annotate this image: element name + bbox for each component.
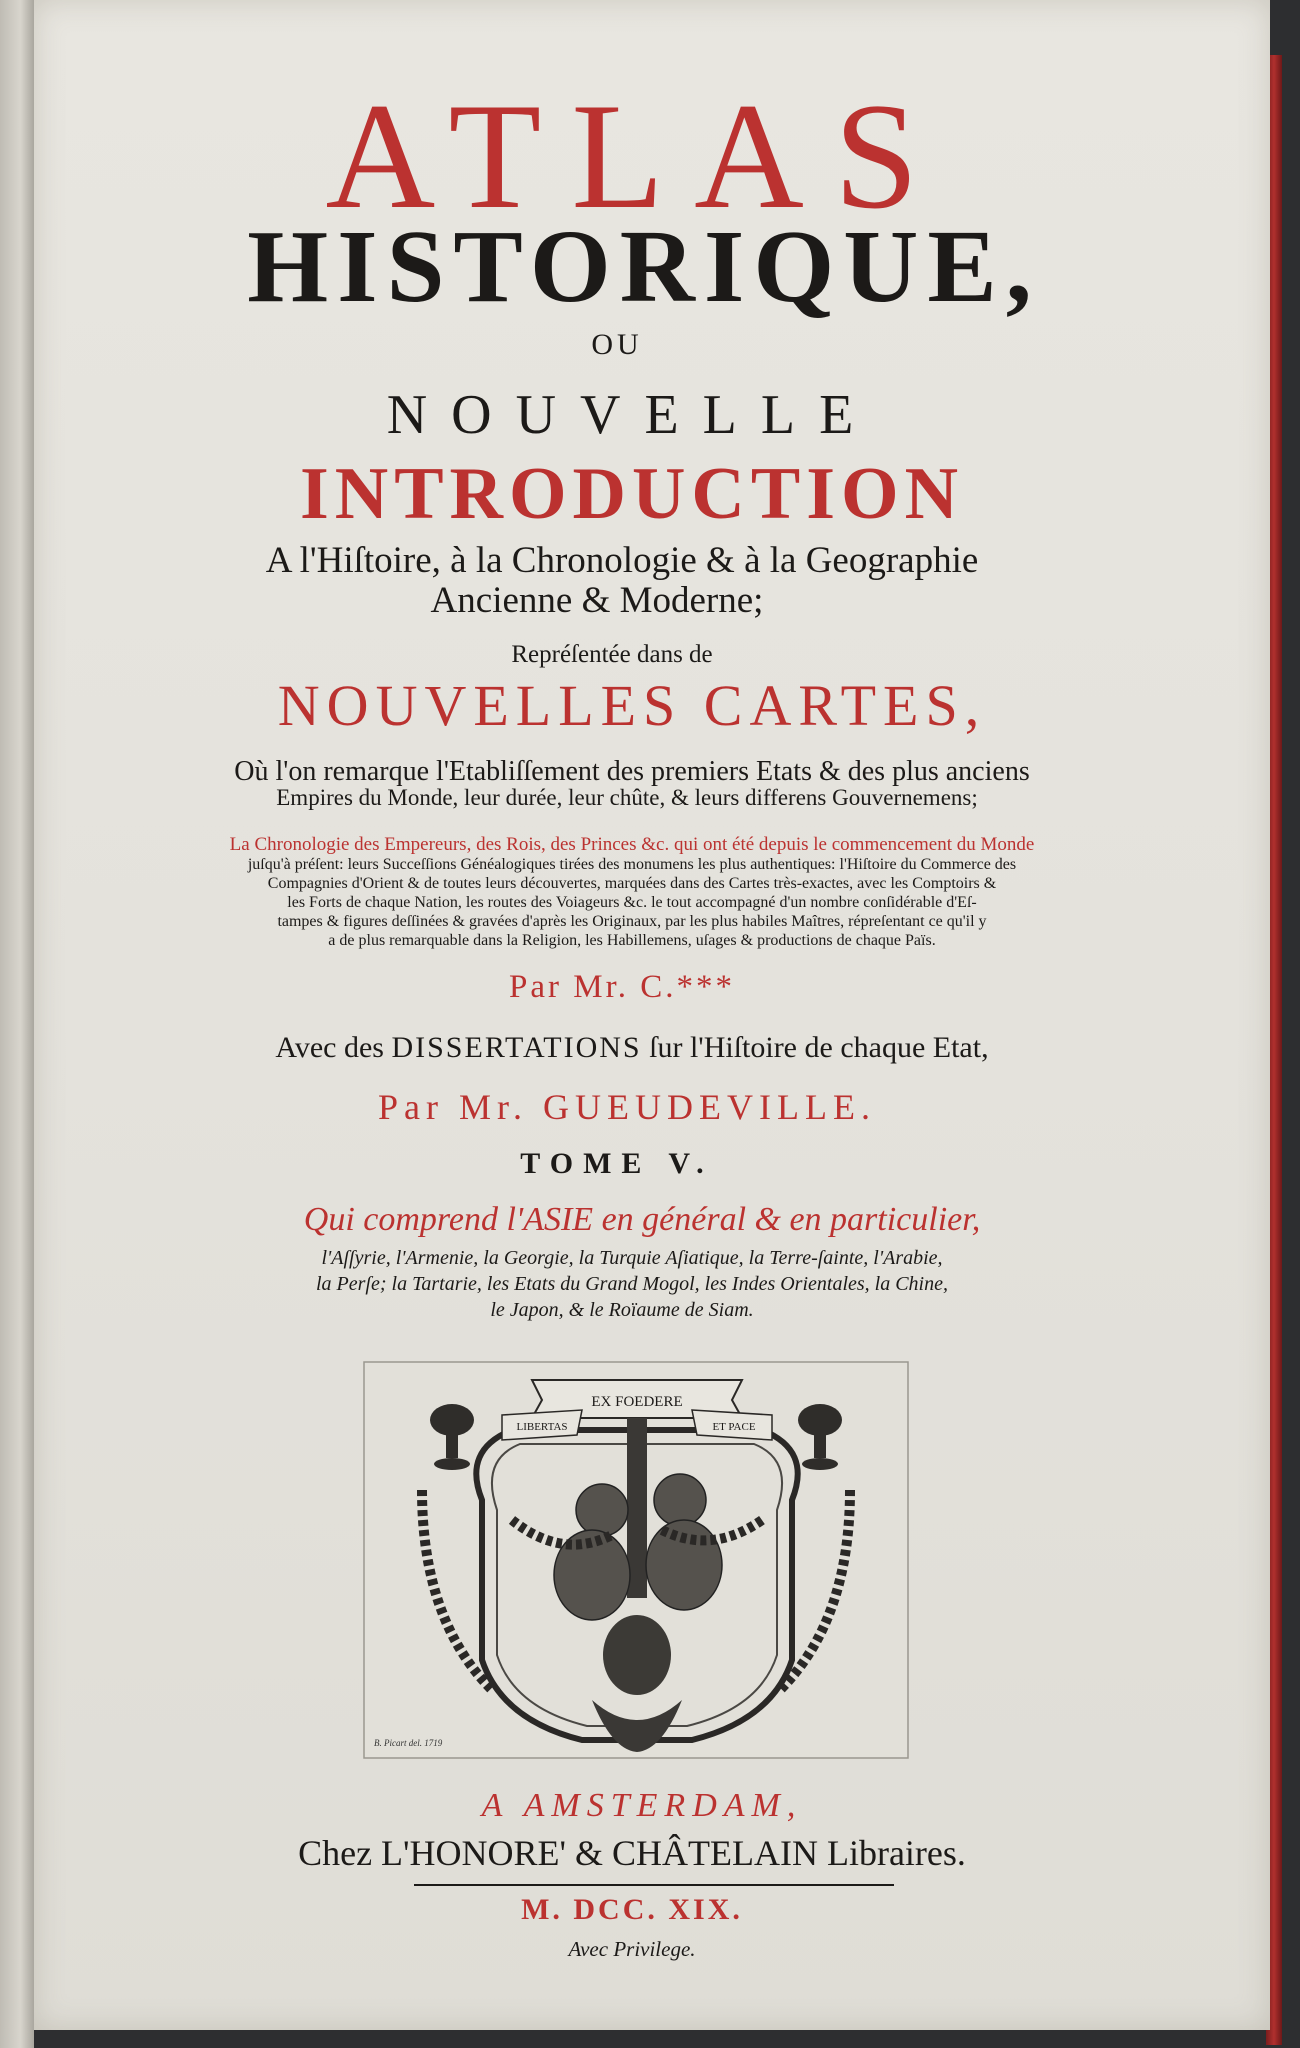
title-nouvelles-cartes: NOUVELLES CARTES, <box>277 673 987 738</box>
vignette-right-ribbon-text: ET PACE <box>712 1421 756 1433</box>
representee-line: Repréſentée dans de <box>511 641 713 668</box>
chronologie-line-6: a de plus remarquable dans la Religion, les Habillemens, uſages & productions de chaque Païs. <box>328 932 936 949</box>
remarque-line-1: Où l'on remarque l'Etabliſſement des premiers Etats & des plus anciens <box>234 756 1030 787</box>
chronologie-line-2: juſqu'à préſent: leurs Succeſſions Généalogiques tirées des monumens les plus authentiques: l'Hiſtoire du Commerce des <box>247 856 1017 873</box>
engraved-vignette <box>362 1360 910 1760</box>
title-page <box>34 0 1270 2030</box>
title-introduction: INTRODUCTION <box>299 453 965 535</box>
privilege-line: Avec Privilege. <box>568 1937 696 1961</box>
title-atlas: ATLAS <box>325 72 949 240</box>
vignette-signature: B. Picart del. 1719 <box>374 1738 443 1748</box>
places-line-3: le Japon, & le Roïaume de Siam. <box>490 1299 754 1321</box>
subtitle-line-1: A l'Hiſtoire, à la Chronologie & à la Geographie <box>265 540 979 581</box>
dissertations-line <box>14 1030 1250 1066</box>
imprint-date: M. DCC. XIX. <box>521 1893 743 1926</box>
dissertations-prefix: Avec des <box>275 1031 384 1064</box>
author-gueudeville: Par Mr. GUEUDEVILLE. <box>378 1087 876 1127</box>
dissertations-suffix: ſur l'Hiſtoire de chaque Etat, <box>649 1031 989 1064</box>
imprint-amsterdam: A AMSTERDAM, <box>481 1787 803 1824</box>
chronologie-line-1: La Chronologie des Empereurs, des Rois, des Princes &c. qui ont été depuis le commencement du Monde <box>229 834 1035 855</box>
places-line-1: l'Aſſyrie, l'Armenie, la Georgie, la Turquie Aſiatique, la Terre-ſainte, l'Arabie, <box>321 1247 943 1269</box>
word-ou: OU <box>591 328 643 361</box>
author-par-c: Par Mr. C.*** <box>508 969 735 1005</box>
imprint-publishers: Chez L'HONORE' & CHÂTELAIN Libraires. <box>298 1833 966 1873</box>
vignette-left-ribbon-text: LIBERTAS <box>516 1421 568 1433</box>
subtitle-line-2: Ancienne & Moderne; <box>430 580 764 621</box>
chronologie-line-3: Compagnies d'Orient & de toutes leurs découvertes, marquées dans des Cartes très-exactes, avec les Comptoirs & <box>267 875 997 892</box>
title-historique: HISTORIQUE, <box>247 209 1041 324</box>
places-line-2: la Perſe; la Tartarie, les Etats du Grand Mogol, les Indes Orientales, la Chine, <box>315 1273 948 1295</box>
tome-number: TOME V. <box>520 1147 714 1180</box>
vignette-banner-text: EX FOEDERE <box>591 1394 683 1410</box>
remarque-line-2: Empires du Monde, leur durée, leur chûte, & leurs differens Gouvernemens; <box>276 785 978 810</box>
chronologie-line-5: tampes & figures deſſinées & gravées d'après les Originaux, par les plus habiles Maîtres, répreſentant ce qu'il y <box>277 913 987 930</box>
vignette-engraving <box>362 1360 910 1760</box>
qui-comprend-line: Qui comprend l'ASIE en général & en particulier, <box>303 1201 981 1238</box>
imprint-rule <box>414 1884 894 1886</box>
chronologie-line-4: les Forts de chaque Nation, les routes des Voiageurs &c. le tout accompagné d'un nombre conſidérable d'Eſ- <box>287 894 977 911</box>
word-nouvelle: NOUVELLE <box>386 384 878 446</box>
dissertations-word: DISSERTATIONS <box>391 1031 642 1064</box>
